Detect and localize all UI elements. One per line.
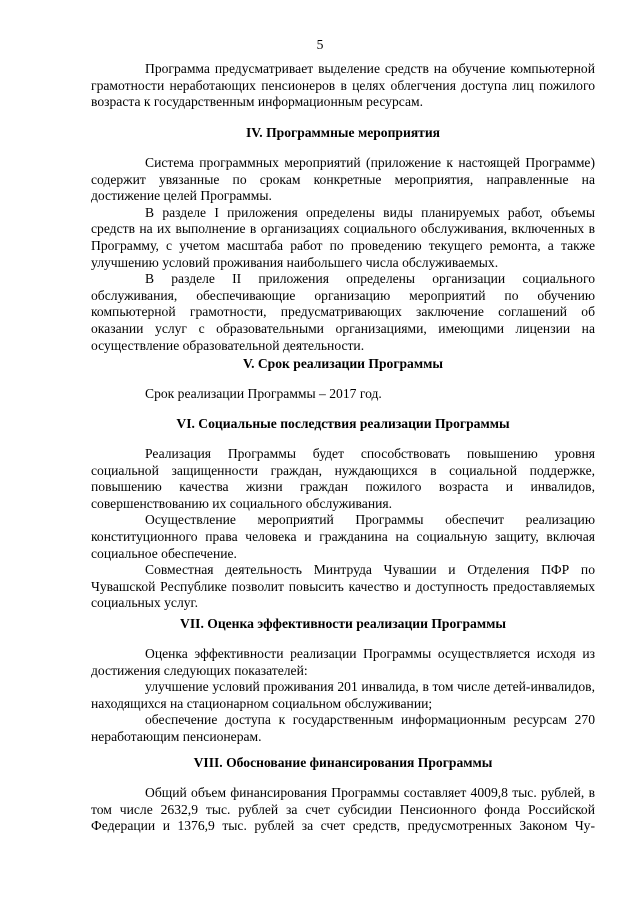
section-heading-6: VI. Социальные последствия реализации Программы: [176, 416, 510, 431]
paragraph: улучшение условий проживания 201 инвалида, в том числе детей-инвалидов, находящихся на стационарном социальном обслуживании;: [91, 679, 595, 711]
section-heading-8: VIII. Обоснование финансирования Программы: [193, 755, 493, 770]
section-6-body: [91, 446, 595, 612]
page-number: 5: [316, 37, 324, 52]
paragraph: обеспечение доступа к государственным информационным ресурсам 270 неработающим пенсионерам.: [91, 712, 595, 744]
paragraph: Общий объем финансирования Программы составляет 4009,8 тыс. рублей, в том числе 2632,9 тыс. рублей за счет субсидии Пенсионного фонда Российской Федерации и 1376,9 тыс. рублей за счет средств, предусмотренных Законом Чу-: [91, 785, 595, 834]
section-4-body: [91, 155, 595, 354]
section-5-body: [91, 386, 595, 403]
paragraph: Срок реализации Программы – 2017 год.: [145, 386, 382, 401]
paragraph: Программа предусматривает выделение средств на обучение компьютерной грамотности неработающих пенсионеров в целях облегчения доступа лиц пожилого возраста к государственным информационным ресурсам.: [91, 61, 595, 110]
section-heading-5: V. Срок реализации Программы: [243, 356, 443, 371]
paragraph: Реализация Программы будет способствовать повышению уровня социальной защищенности граждан, нуждающихся в социальной поддержке, повышению качества жизни граждан пожилого возраста и инвалидов, совершенствованию их социального обслуживания.: [91, 446, 595, 511]
section-heading-4: IV. Программные мероприятия: [245, 125, 441, 140]
paragraph: Система программных мероприятий (приложение к настоящей Программе) содержит увязанные по срокам конкретные мероприятия, направленные на достижение целей Программы.: [91, 155, 595, 204]
paragraph: Оценка эффективности реализации Программы осуществляется исходя из достижения следующих показателей:: [91, 646, 595, 678]
section-8-body: [91, 785, 595, 835]
paragraph: Совместная деятельность Минтруда Чувашии и Отделения ПФР по Чувашской Республике позволит повысить качество и доступность предоставляемых социальных услуг.: [91, 562, 595, 611]
section-heading-7: VII. Оценка эффективности реализации Программы: [180, 616, 506, 631]
intro-section: [91, 61, 595, 111]
paragraph: В разделе II приложения определены организации социального обслуживания, обеспечивающие организацию мероприятий по обучению компьютерной грамотности, предусматривающих заключение соглашений об оказании услуг с образовательными организациями, имеющими лицензии на осуществление образовательной деятельности.: [91, 271, 595, 353]
paragraph: Осуществление мероприятий Программы обеспечит реализацию конституционного права человека и гражданина на социальную защиту, включая социальное обеспечение.: [91, 512, 595, 561]
section-7-body: [91, 646, 595, 746]
paragraph: В разделе I приложения определены виды планируемых работ, объемы средств на их выполнение в организациях социального обслуживания, включенных в Программу, с учетом масштаба работ по проведению текущего ремонта, а также улучшению условий проживания наибольшего числа обслуживаемых.: [91, 204, 595, 270]
